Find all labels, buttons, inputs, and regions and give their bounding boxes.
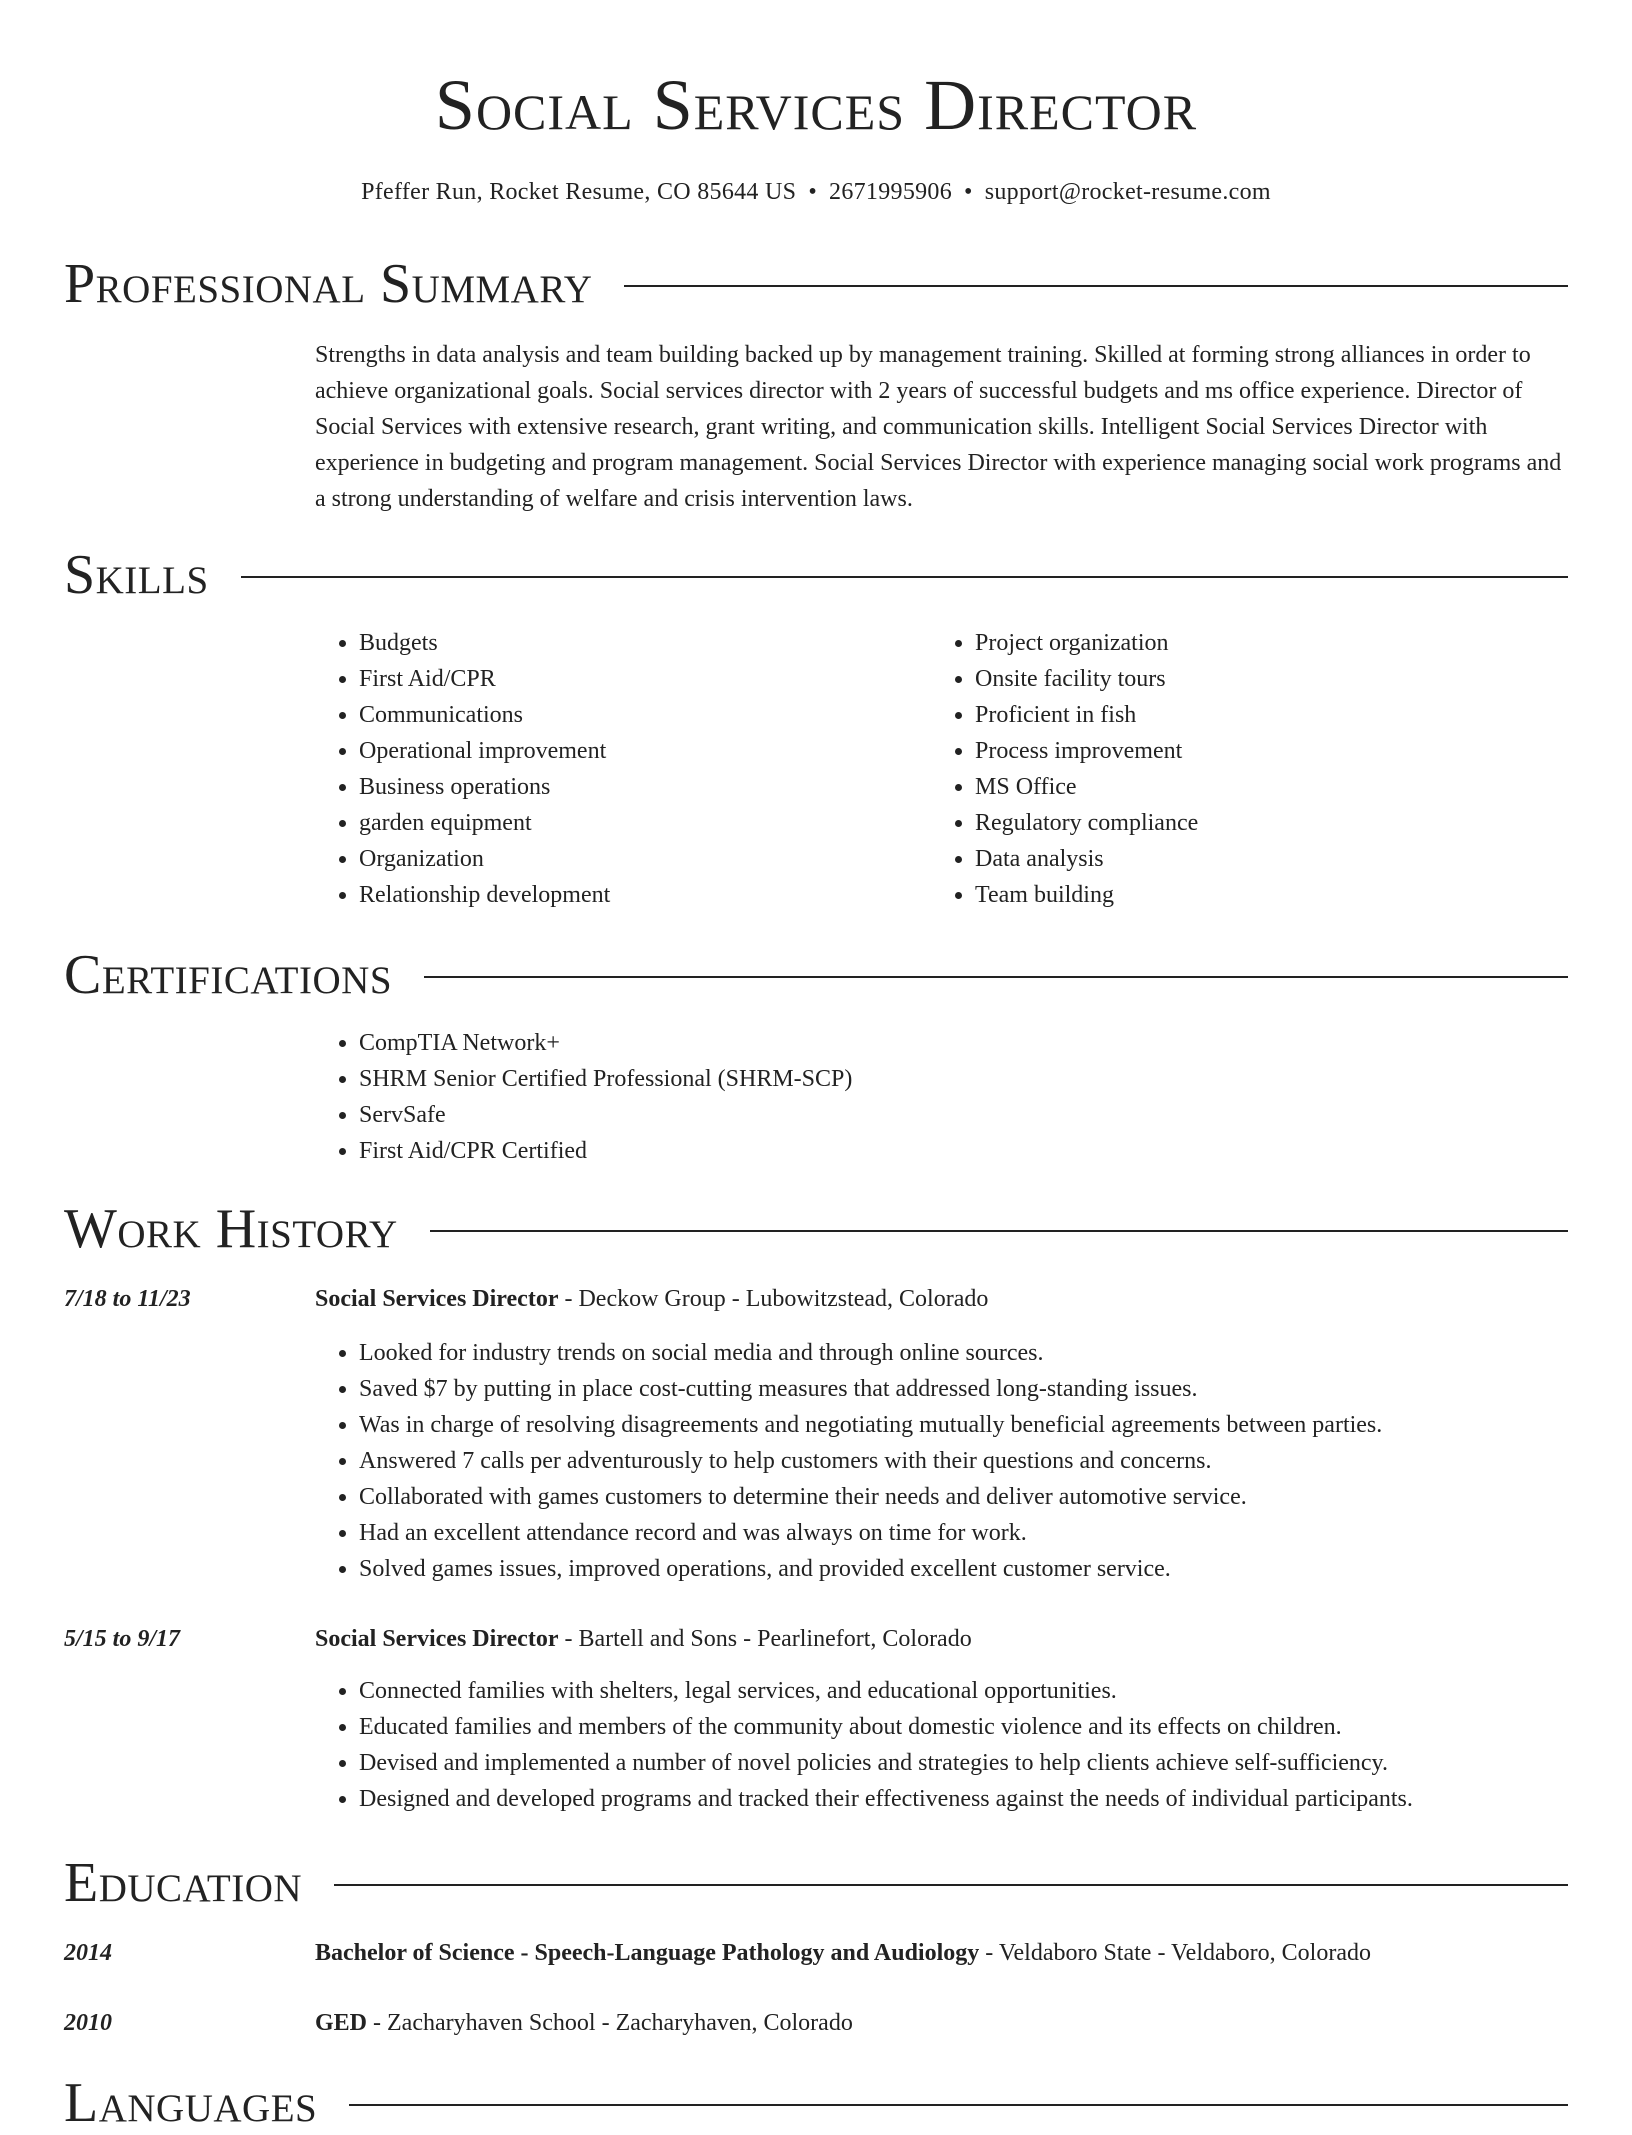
section-title: Languages — [64, 2072, 318, 2134]
skill-item: • Proficient in fish — [975, 697, 1547, 733]
section-rule — [349, 2104, 1568, 2106]
work-history-section — [64, 1197, 1568, 1817]
education-year: 2010 — [64, 2010, 112, 2036]
section-title: Professional Summary — [64, 253, 593, 315]
skill-item: • Operational improvement — [359, 733, 931, 769]
separator-dot: • — [808, 179, 818, 205]
contact-address: Pfeffer Run, Rocket Resume, CO 85644 US — [361, 179, 797, 205]
skill-item: • Communications — [359, 697, 931, 733]
education-section — [64, 1851, 1568, 2041]
job-headline — [315, 1281, 1568, 1317]
job-bullet: • Educated families and members of the community about domestic violence and its effects on children. — [359, 1709, 1568, 1745]
education-headline — [315, 2005, 1568, 2041]
job-employer: - Bartell and Sons - Pearlinefort, Colorado — [558, 1626, 972, 1652]
job-headline — [315, 1621, 1568, 1657]
education-school: - Zacharyhaven School - Zacharyhaven, Colorado — [367, 2010, 853, 2036]
job-title: Social Services Director — [315, 1626, 559, 1652]
section-header — [64, 1197, 1568, 1261]
certifications-list — [315, 1025, 1568, 1169]
job-bullet: • Designed and developed programs and tracked their effectiveness against the needs of individual participants. — [359, 1781, 1568, 1817]
section-rule — [624, 285, 1568, 287]
job-bullet: • Was in charge of resolving disagreements and negotiating mutually beneficial agreements between parties. — [359, 1407, 1568, 1443]
job-bullet: • Looked for industry trends on social media and through online sources. — [359, 1335, 1568, 1371]
skills-column-right — [931, 625, 1547, 913]
job-bullet: • Solved games issues, improved operations, and provided excellent customer service. — [359, 1551, 1568, 1587]
job-bullet: • Answered 7 calls per adventurously to help customers with their questions and concerns. — [359, 1443, 1568, 1479]
skill-item: • Regulatory compliance — [975, 805, 1547, 841]
education-school: - Veldaboro State - Veldaboro, Colorado — [979, 1940, 1371, 1966]
languages-section — [64, 2071, 1568, 2135]
job-bullet: • Connected families with shelters, legal services, and educational opportunities. — [359, 1673, 1568, 1709]
job-bullet: • Collaborated with games customers to determine their needs and deliver automotive service. — [359, 1479, 1568, 1515]
job-entry — [64, 1621, 1568, 1817]
section-title: Education — [64, 1852, 303, 1914]
section-rule — [241, 576, 1568, 578]
skill-item: • Team building — [975, 877, 1547, 913]
summary-text: Strengths in data analysis and team building backed up by management training. Skilled at forming strong alliances in order to achieve organizational goals. Social services director with 2 years of successful budgets and ms office experience. Director of Social Services with extensive research, grant writing, and communication skills. Intelligent Social Services Director with experience in budgeting and program management. Social Services Director with experience managing social work programs and a strong understanding of welfare and crisis intervention laws. — [315, 342, 1562, 512]
education-degree: Bachelor of Science - Speech-Language Pathology and Audiology — [315, 1940, 980, 1966]
education-entry — [64, 2005, 1568, 2041]
job-dates: 5/15 to 9/17 — [64, 1626, 181, 1652]
section-header — [64, 2071, 1568, 2135]
skill-item: • Onsite facility tours — [975, 661, 1547, 697]
skill-item: • MS Office — [975, 769, 1547, 805]
section-rule — [424, 976, 1568, 978]
certification-item: • CompTIA Network+ — [359, 1025, 1568, 1061]
job-employer: - Deckow Group - Lubowitzstead, Colorado — [558, 1286, 989, 1312]
job-title: Social Services Director — [315, 1286, 559, 1312]
education-degree: GED — [315, 2010, 368, 2036]
certification-item: • SHRM Senior Certified Professional (SHRM-SCP) — [359, 1061, 1568, 1097]
section-title: Certifications — [64, 944, 393, 1006]
certification-item: • ServSafe — [359, 1097, 1568, 1133]
section-header — [64, 543, 1568, 607]
skill-item: • Organization — [359, 841, 931, 877]
job-entry — [64, 1281, 1568, 1587]
section-header — [64, 1851, 1568, 1915]
skill-item: • Project organization — [975, 625, 1547, 661]
separator-dot: • — [964, 179, 973, 205]
resume-title: Social Services Director — [434, 65, 1198, 145]
skills-column-left — [315, 625, 931, 913]
job-bullets — [315, 1335, 1568, 1587]
contact-line — [64, 174, 1568, 210]
education-headline — [315, 1935, 1568, 1971]
skills-list — [315, 625, 1568, 913]
summary-section — [64, 252, 1568, 517]
skill-item: • Data analysis — [975, 841, 1547, 877]
job-bullet: • Had an excellent attendance record and was always on time for work. — [359, 1515, 1568, 1551]
contact-phone: 2671995906 — [829, 179, 953, 205]
section-rule — [430, 1230, 1568, 1232]
section-header — [64, 252, 1568, 316]
contact-email: support@rocket-resume.com — [984, 179, 1271, 205]
certification-item: • First Aid/CPR Certified — [359, 1133, 1568, 1169]
section-header — [64, 943, 1568, 1007]
section-title: Skills — [64, 544, 209, 606]
certifications-section — [64, 943, 1568, 1169]
section-rule — [334, 1884, 1568, 1886]
education-entry — [64, 1935, 1568, 1971]
skill-item: • garden equipment — [359, 805, 931, 841]
job-bullet: • Saved $7 by putting in place cost-cutting measures that addressed long-standing issues. — [359, 1371, 1568, 1407]
education-year: 2014 — [64, 1940, 112, 1966]
job-dates: 7/18 to 11/23 — [64, 1286, 191, 1312]
job-bullets — [315, 1673, 1568, 1817]
job-bullet: • Devised and implemented a number of novel policies and strategies to help clients achieve self-sufficiency. — [359, 1745, 1568, 1781]
skill-item: • Budgets — [359, 625, 931, 661]
summary-body — [315, 337, 1568, 517]
skill-item: • Process improvement — [975, 733, 1547, 769]
skill-item: • First Aid/CPR — [359, 661, 931, 697]
section-title: Work History — [64, 1198, 398, 1260]
skill-item: • Relationship development — [359, 877, 931, 913]
skills-section — [64, 543, 1568, 913]
skill-item: • Business operations — [359, 769, 931, 805]
